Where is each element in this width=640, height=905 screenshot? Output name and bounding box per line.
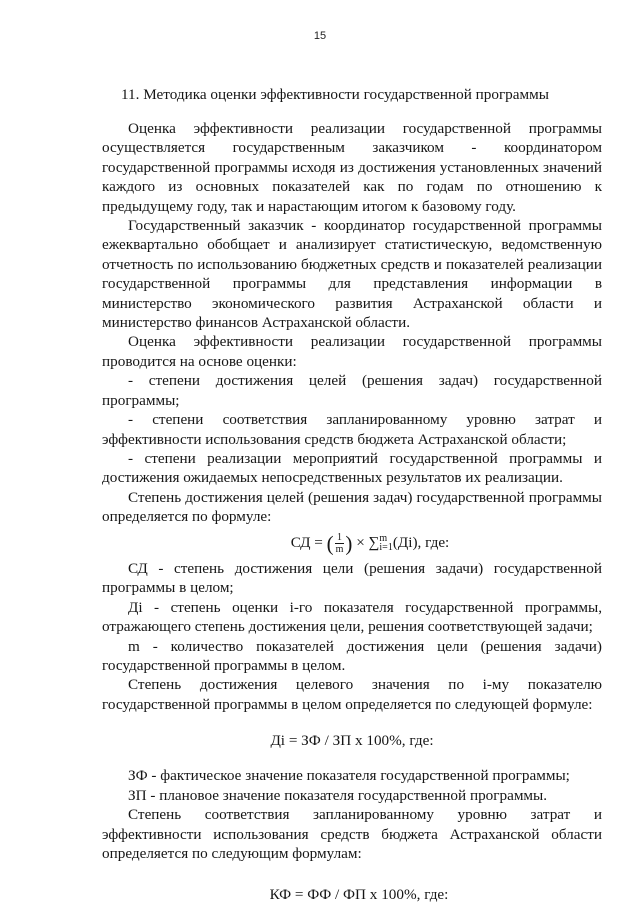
definition: ЗП - плановое значение показателя государственной программы. <box>128 786 548 804</box>
paragraph: Оценка эффективности реализации государственной программы проводится на основе оценки: <box>102 333 602 370</box>
definition: СД - степень достижения цели (решения задачи) государственной программы в целом; <box>102 560 602 597</box>
list-item: - степени достижения целей (решения задач) государственной программы; <box>102 372 602 409</box>
formula-target-value: Дi = ЗФ / ЗП х 100%, где: <box>270 732 434 750</box>
paragraph: Государственный заказчик - координатор государственной программы ежеквартально обобщает и анализирует статистическую, ведомственную отчетность по использованию бюджетных средств и показателей реализации государственной программы для представления информации в министерство экономического развития Астраханской области и министерство финансов Астраханской области. <box>102 217 602 332</box>
page-number: 15 <box>313 30 327 42</box>
paragraph: Оценка эффективности реализации государственной программы осуществляется государственным заказчиком - координатором государственной программы исходя из достижения установленных значений каждого из основных показателей как по годам по отношению к предыдущему году, так и нарастающим итогом к базовому году. <box>102 120 602 215</box>
definition: ЗФ - фактическое значение показателя государственной программы; <box>128 767 570 785</box>
paragraph: Степень достижения целевого значения по i-му показателю государственной программы в целом определяется по следующей формуле: <box>102 676 602 713</box>
list-item: - степени соответствия запланированному уровню затрат и эффективности использования средств бюджета Астраханской области; <box>102 411 602 448</box>
formula-cost-ratio: КФ = ФФ / ФП х 100%, где: <box>269 886 449 904</box>
formula-term: (Дi), где: <box>392 533 450 551</box>
section-heading: 11. Методика оценки эффективности государственной программы <box>121 86 549 103</box>
paragraph: Степень достижения целей (решения задач) государственной программы определяется по формуле: <box>102 488 602 526</box>
formula-lhs: СД = <box>290 533 327 551</box>
definition: Дi - степень оценки i-го показателя государственной программы, отражающего степень достижения цели, решения соответствующей задачи; <box>102 598 602 636</box>
list-item: - степени реализации мероприятий государственной программы и достижения ожидаемых непосредственных результатов их реализации. <box>102 449 602 487</box>
document-body <box>102 119 602 904</box>
formula-sum-limits: m i=1 <box>379 533 393 554</box>
formula-fraction: $\frac{1}{m}$ <box>335 531 344 555</box>
paragraph: Степень соответствия запланированному уровню затрат и эффективности использования средств бюджета Астраханской области определяется по следующим формулам: <box>102 806 602 862</box>
definition: m - количество показателей достижения цели (решения задачи) государственной программы в целом. <box>102 637 602 675</box>
formula-goal-achievement: СД = ( $\frac{1}{m}$ ) × ∑ m i=1 (Дi), где: <box>290 531 450 556</box>
formula-sum-sign: × ∑ <box>352 533 380 551</box>
